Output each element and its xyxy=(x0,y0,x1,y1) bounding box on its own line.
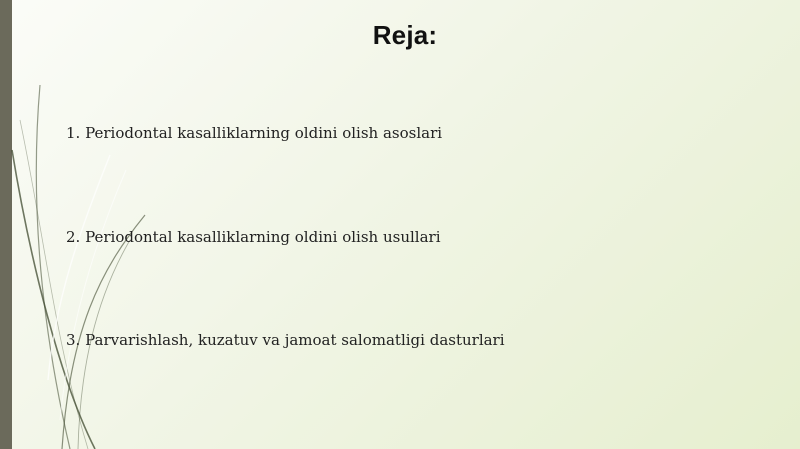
decorative-grass-lines xyxy=(0,0,160,449)
slide-title: Reja: xyxy=(372,20,438,50)
plan-item: 3. Parvarishlash, kuzatuv va jamoat salomatligi dasturlari xyxy=(66,331,505,349)
plan-item: 1. Periodontal kasalliklarning oldini olish asoslari xyxy=(66,124,443,142)
plan-item: 2. Periodontal kasalliklarning oldini olish usullari xyxy=(66,228,441,246)
